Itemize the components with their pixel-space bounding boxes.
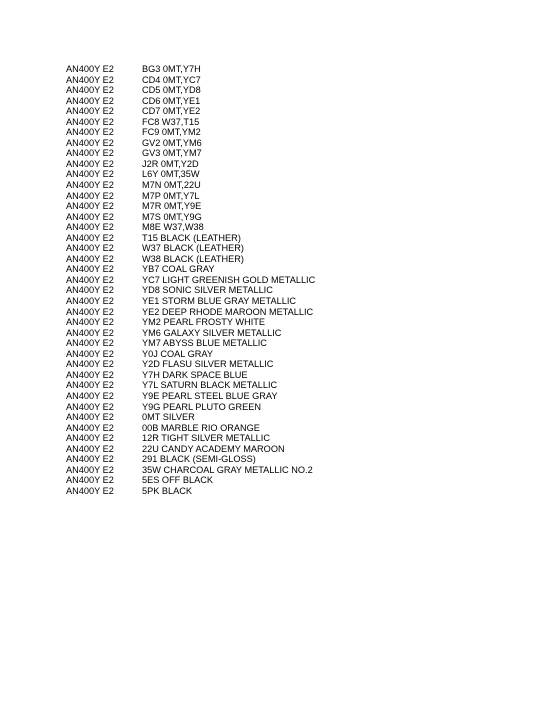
- color-description: FC8 W37,T15: [142, 116, 200, 127]
- list-item: [66, 159, 315, 170]
- list-item: [66, 106, 315, 117]
- part-code: AN400Y E2: [66, 148, 114, 159]
- color-description: YM7 ABYSS BLUE METALLIC: [142, 338, 267, 349]
- list-item: [66, 180, 315, 191]
- list-item: [66, 359, 315, 370]
- part-code: AN400Y E2: [66, 180, 114, 191]
- color-description: Y7L SATURN BLACK METALLIC: [142, 380, 278, 391]
- color-description: Y2D FLASU SILVER METALLIC: [142, 359, 274, 370]
- color-description: GV2 0MT,YM6: [142, 137, 202, 148]
- list-item: [66, 254, 315, 265]
- list-item: [66, 444, 315, 455]
- list-item: [66, 402, 315, 413]
- color-description: YE2 DEEP RHODE MAROON METALLIC: [142, 306, 314, 317]
- color-description: 291 BLACK (SEMI-GLOSS): [142, 454, 256, 465]
- color-description: M7P 0MT,Y7L: [142, 190, 200, 201]
- part-code: AN400Y E2: [66, 369, 114, 380]
- part-code: AN400Y E2: [66, 348, 114, 359]
- list-item: [66, 475, 315, 486]
- list-item: [66, 433, 315, 444]
- part-code: AN400Y E2: [66, 443, 114, 454]
- color-description: J2R 0MT,Y2D: [142, 158, 199, 169]
- list-item: [66, 75, 315, 86]
- color-description: M7N 0MT,22U: [142, 180, 201, 191]
- color-description: YC7 LIGHT GREENISH GOLD METALLIC: [142, 274, 316, 285]
- color-description: W37 BLACK (LEATHER): [142, 243, 244, 254]
- color-description: M8E W37,W38: [142, 222, 204, 233]
- color-description: T15 BLACK (LEATHER): [142, 232, 241, 243]
- list-item: [66, 412, 315, 423]
- part-code: AN400Y E2: [66, 137, 114, 148]
- part-code: AN400Y E2: [66, 296, 114, 307]
- list-item: [66, 96, 315, 107]
- list-item: [66, 317, 315, 328]
- part-code: AN400Y E2: [66, 127, 114, 138]
- color-description: Y7H DARK SPACE BLUE: [142, 369, 248, 380]
- color-description: 12R TIGHT SILVER METALLIC: [142, 433, 270, 444]
- part-code: AN400Y E2: [66, 359, 114, 370]
- part-code: AN400Y E2: [66, 475, 114, 486]
- list-item: [66, 201, 315, 212]
- list-item: [66, 285, 315, 296]
- part-code: AN400Y E2: [66, 264, 114, 275]
- color-description: FC9 0MT,YM2: [142, 127, 201, 138]
- color-description: CD7 0MT,YE2: [142, 106, 201, 117]
- color-description: Y9G PEARL PLUTO GREEN: [142, 401, 261, 412]
- color-description: YD8 SONIC SILVER METALLIC: [142, 285, 273, 296]
- color-description: M7S 0MT,Y9G: [142, 211, 202, 222]
- part-code: AN400Y E2: [66, 390, 114, 401]
- list-item: [66, 243, 315, 254]
- part-code: AN400Y E2: [66, 201, 114, 212]
- color-description: 35W CHARCOAL GRAY METALLIC NO.2: [142, 464, 313, 475]
- color-description: GV3 0MT,YM7: [142, 148, 202, 159]
- part-code: AN400Y E2: [66, 306, 114, 317]
- part-code: AN400Y E2: [66, 158, 114, 169]
- part-code: AN400Y E2: [66, 106, 114, 117]
- list-item: [66, 307, 315, 318]
- part-code: AN400Y E2: [66, 464, 114, 475]
- list-item: [66, 338, 315, 349]
- list-item: [66, 169, 315, 180]
- part-code: AN400Y E2: [66, 169, 114, 180]
- part-code: AN400Y E2: [66, 116, 114, 127]
- part-code: AN400Y E2: [66, 64, 114, 74]
- part-code: AN400Y E2: [66, 454, 114, 465]
- part-code: AN400Y E2: [66, 338, 114, 349]
- part-code: AN400Y E2: [66, 211, 114, 222]
- list-item: [66, 349, 315, 360]
- part-code: AN400Y E2: [66, 327, 114, 338]
- color-description: YM6 GALAXY SILVER METALLIC: [142, 327, 282, 338]
- color-description: CD6 0MT,YE1: [142, 95, 201, 106]
- part-code: AN400Y E2: [66, 380, 114, 391]
- list-item: [66, 275, 315, 286]
- color-description: L6Y 0MT,35W: [142, 169, 200, 180]
- color-description: Y0J COAL GRAY: [142, 348, 213, 359]
- color-description: 22U CANDY ACADEMY MAROON: [142, 443, 285, 454]
- list-item: [66, 465, 315, 476]
- color-description: Y9E PEARL STEEL BLUE GRAY: [142, 390, 278, 401]
- part-code: AN400Y E2: [66, 243, 114, 254]
- part-code: AN400Y E2: [66, 317, 114, 328]
- part-code: AN400Y E2: [66, 422, 114, 433]
- part-code: AN400Y E2: [66, 222, 114, 233]
- list-item: [66, 127, 315, 138]
- color-description: BG3 0MT,Y7H: [142, 64, 201, 74]
- list-item: [66, 423, 315, 434]
- color-description: YE1 STORM BLUE GRAY METALLIC: [142, 296, 297, 307]
- list-item: [66, 391, 315, 402]
- part-code: AN400Y E2: [66, 253, 114, 264]
- list-item: [66, 138, 315, 149]
- list-item: [66, 264, 315, 275]
- part-code: AN400Y E2: [66, 232, 114, 243]
- part-code: AN400Y E2: [66, 95, 114, 106]
- part-code: AN400Y E2: [66, 433, 114, 444]
- list-item: [66, 486, 315, 497]
- part-code: AN400Y E2: [66, 401, 114, 412]
- list-item: [66, 454, 315, 465]
- list-item: [66, 370, 315, 381]
- list-item: [66, 191, 315, 202]
- part-code: AN400Y E2: [66, 412, 114, 423]
- color-description: 5PK BLACK: [142, 485, 193, 496]
- list-item: [66, 328, 315, 339]
- color-description: W38 BLACK (LEATHER): [142, 253, 244, 264]
- list-item: [66, 222, 315, 233]
- part-code: AN400Y E2: [66, 74, 114, 85]
- part-code: AN400Y E2: [66, 274, 114, 285]
- color-description: YM2 PEARL FROSTY WHITE: [142, 317, 266, 328]
- list-item: [66, 296, 315, 307]
- part-color-list: [66, 64, 315, 496]
- part-code: AN400Y E2: [66, 190, 114, 201]
- color-description: YB7 COAL GRAY: [142, 264, 215, 275]
- list-item: [66, 148, 315, 159]
- color-description: 0MT SILVER: [142, 412, 195, 423]
- part-code: AN400Y E2: [66, 85, 114, 96]
- part-code: AN400Y E2: [66, 485, 114, 496]
- list-item: [66, 380, 315, 391]
- color-description: M7R 0MT,Y9E: [142, 201, 202, 212]
- list-item: [66, 233, 315, 244]
- color-description: 00B MARBLE RIO ORANGE: [142, 422, 260, 433]
- list-item: [66, 212, 315, 223]
- color-description: CD5 0MT,YD8: [142, 85, 201, 96]
- part-code: AN400Y E2: [66, 285, 114, 296]
- list-item: [66, 117, 315, 128]
- color-description: CD4 0MT,YC7: [142, 74, 201, 85]
- color-description: 5ES OFF BLACK: [142, 475, 213, 486]
- list-item: [66, 85, 315, 96]
- list-item: [66, 64, 315, 75]
